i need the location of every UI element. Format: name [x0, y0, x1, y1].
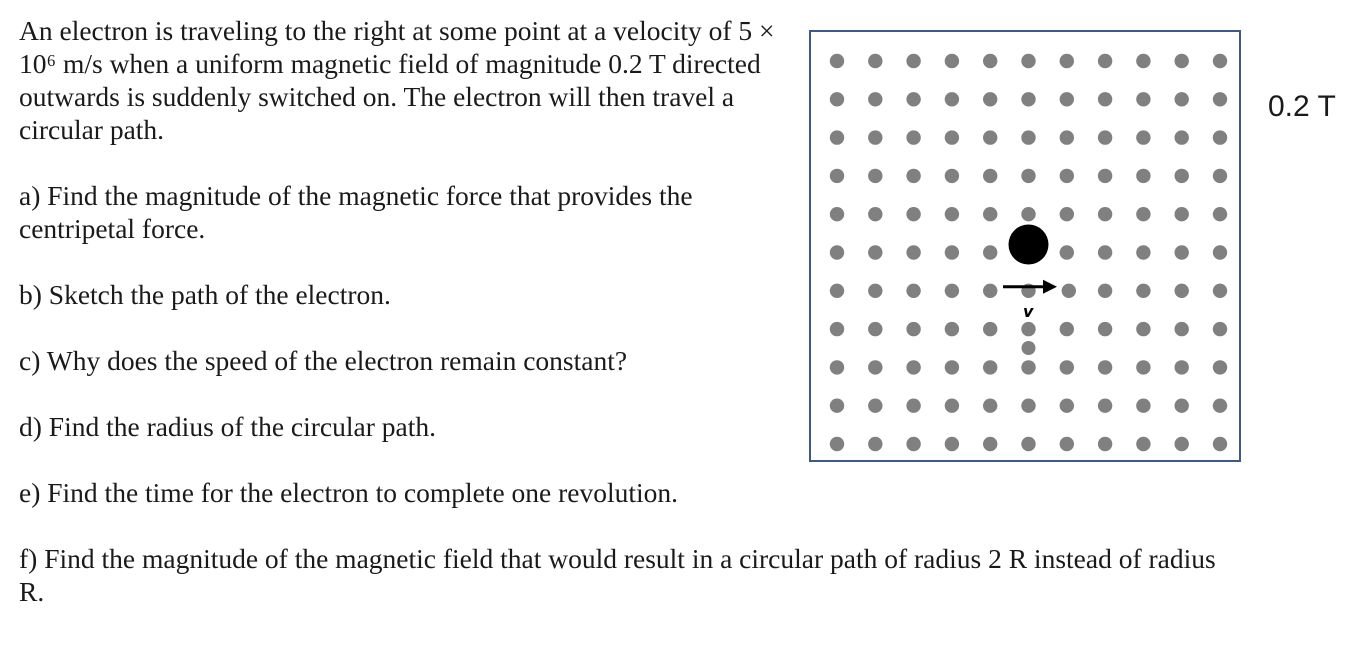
- field-dot: [1136, 245, 1150, 259]
- field-dot: [1213, 169, 1227, 183]
- field-dot: [1098, 360, 1112, 374]
- field-dot: [830, 437, 844, 451]
- question-f: f) Find the magnitude of the magnetic field that would result in a circular path of radius 2 R instead of radius R.: [19, 543, 1216, 607]
- field-dot: [868, 54, 882, 68]
- field-dot: [983, 54, 997, 68]
- question-a: a) Find the magnitude of the magnetic force that provides the centripetal force.: [19, 180, 693, 244]
- field-dot: [830, 169, 844, 183]
- electron: [1009, 225, 1049, 265]
- field-dot: [983, 360, 997, 374]
- field-dot: [983, 399, 997, 413]
- field-dot: [1060, 322, 1074, 336]
- field-dot: [1213, 54, 1227, 68]
- field-dot: [1213, 245, 1227, 259]
- problem-intro: An electron is traveling to the right at some point at a velocity of 5 × 10⁶ m/s when a uniform magnetic field of magnitude 0.2 T directed outwards is suddenly switched on. The electron will then travel a circular path.: [19, 15, 775, 145]
- field-dot: [868, 92, 882, 106]
- field-dot: [906, 437, 920, 451]
- field-dot: [1021, 130, 1035, 144]
- field-dot: [868, 360, 882, 374]
- field-dot: [945, 284, 959, 298]
- field-dot: [1136, 399, 1150, 413]
- field-dot: [945, 130, 959, 144]
- field-dot: [868, 284, 882, 298]
- field-dot: [1021, 92, 1035, 106]
- field-dot: [1098, 437, 1112, 451]
- field-dot: [868, 399, 882, 413]
- field-dot: [945, 92, 959, 106]
- field-dot: [1060, 245, 1074, 259]
- field-dot: [1213, 130, 1227, 144]
- field-magnitude-label: 0.2 T: [1268, 90, 1336, 123]
- field-dot: [830, 54, 844, 68]
- field-dot: [1021, 360, 1035, 374]
- field-dot: [1098, 245, 1112, 259]
- field-dot: [906, 207, 920, 221]
- question-d: d) Find the radius of the circular path.: [19, 411, 436, 442]
- field-dot: [1098, 207, 1112, 221]
- field-dot: [1213, 284, 1227, 298]
- field-dot: [906, 322, 920, 336]
- field-dot: [1213, 360, 1227, 374]
- field-dot: [983, 284, 997, 298]
- field-dot: [1136, 92, 1150, 106]
- field-dot: [906, 92, 920, 106]
- field-dot: [830, 207, 844, 221]
- field-dot: [1213, 92, 1227, 106]
- field-dot: [1136, 437, 1150, 451]
- field-dot: [1060, 54, 1074, 68]
- field-dot: [868, 130, 882, 144]
- field-dot: [983, 207, 997, 221]
- field-dot: [906, 360, 920, 374]
- field-dot: [830, 360, 844, 374]
- field-dot: [830, 399, 844, 413]
- field-dot: [1098, 284, 1112, 298]
- question-c: c) Why does the speed of the electron remain constant?: [19, 345, 628, 376]
- field-dot: [1175, 245, 1189, 259]
- field-dot: [830, 92, 844, 106]
- field-dot: [1060, 399, 1074, 413]
- field-dot: [1136, 322, 1150, 336]
- field-dot: [1175, 360, 1189, 374]
- field-dot: [1175, 207, 1189, 221]
- field-dot: [868, 169, 882, 183]
- field-dot: [1175, 437, 1189, 451]
- field-dot: [830, 322, 844, 336]
- field-dot: [945, 322, 959, 336]
- field-dot: [906, 130, 920, 144]
- field-dot: [1098, 399, 1112, 413]
- field-dot: [1098, 54, 1112, 68]
- magnetic-field-diagram: [809, 30, 1241, 462]
- field-dot: [1022, 341, 1036, 355]
- field-dot: [906, 399, 920, 413]
- field-dot: [945, 399, 959, 413]
- field-dot: [1021, 322, 1035, 336]
- field-dot: [1136, 207, 1150, 221]
- field-dot: [868, 207, 882, 221]
- field-dot: [945, 207, 959, 221]
- field-dot: [906, 284, 920, 298]
- field-dot: [830, 130, 844, 144]
- field-dot: [906, 169, 920, 183]
- field-dot: [945, 245, 959, 259]
- field-dot: [868, 245, 882, 259]
- field-dot: [945, 169, 959, 183]
- field-dot: [1175, 322, 1189, 336]
- field-dot: [1098, 92, 1112, 106]
- field-dot: [1213, 322, 1227, 336]
- field-dot: [1136, 54, 1150, 68]
- field-dot: [1175, 92, 1189, 106]
- field-dot: [1060, 360, 1074, 374]
- field-dot: [1213, 207, 1227, 221]
- field-dot: [1136, 130, 1150, 144]
- field-dot: [945, 437, 959, 451]
- field-dot: [945, 360, 959, 374]
- field-dot: [983, 130, 997, 144]
- field-dot: [1062, 284, 1076, 298]
- question-e: e) Find the time for the electron to complete one revolution.: [19, 477, 679, 508]
- field-dot: [1136, 360, 1150, 374]
- field-dot: [1213, 399, 1227, 413]
- field-dot: [983, 245, 997, 259]
- field-dot: [1136, 169, 1150, 183]
- field-dot: [830, 284, 844, 298]
- field-dot: [1060, 437, 1074, 451]
- field-dot: [1021, 207, 1035, 221]
- field-dot: [1175, 54, 1189, 68]
- velocity-arrow-head: [1043, 280, 1057, 294]
- field-dot: [906, 245, 920, 259]
- field-dot: [945, 54, 959, 68]
- field-dot: [1060, 92, 1074, 106]
- field-dot: [1060, 207, 1074, 221]
- field-dot: [1060, 169, 1074, 183]
- field-dot: [1021, 54, 1035, 68]
- question-b: b) Sketch the path of the electron.: [19, 279, 391, 310]
- field-dot: [1021, 169, 1035, 183]
- field-dot: [1175, 130, 1189, 144]
- velocity-label: v: [1023, 301, 1034, 321]
- field-dots-canvas: [811, 32, 1239, 460]
- field-dot: [983, 437, 997, 451]
- field-dot: [983, 92, 997, 106]
- field-dot: [906, 54, 920, 68]
- field-dot: [1175, 169, 1189, 183]
- field-dot: [1098, 130, 1112, 144]
- field-dot: [1021, 437, 1035, 451]
- field-dot: [1213, 437, 1227, 451]
- field-dot: [868, 322, 882, 336]
- field-dot: [1098, 169, 1112, 183]
- field-dot: [1021, 399, 1035, 413]
- field-dot: [868, 437, 882, 451]
- field-dot: [983, 169, 997, 183]
- field-dot: [1098, 322, 1112, 336]
- field-dot: [983, 322, 997, 336]
- field-dot: [830, 245, 844, 259]
- field-dot: [1175, 284, 1189, 298]
- field-dot: [1136, 284, 1150, 298]
- field-dot: [1175, 399, 1189, 413]
- field-dot: [1060, 130, 1074, 144]
